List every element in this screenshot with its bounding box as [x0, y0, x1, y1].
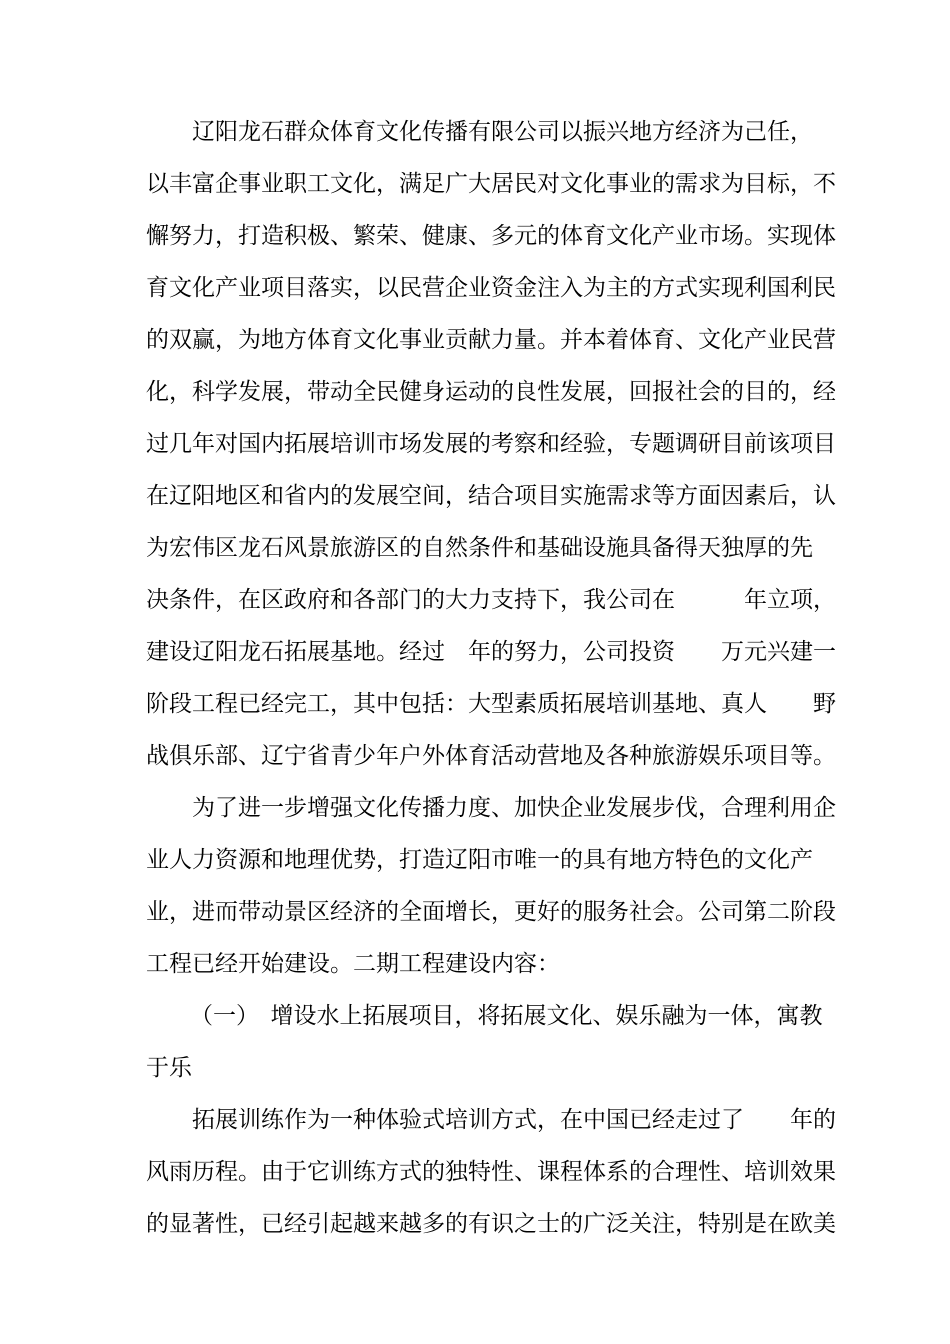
paragraph-2-line-4: 工程已经开始建设。二期工程建设内容： — [146, 951, 560, 977]
paragraph-3-line-3: 的显著性，已经引起越来越多的有识之士的广泛关注，特别是在欧美 — [146, 1211, 836, 1237]
paragraph-1-line-8: 在辽阳地区和省内的发展空间，结合项目实施需求等方面因素后，认 — [146, 483, 836, 509]
paragraph-1-line-9: 为宏伟区龙石风景旅游区的自然条件和基础设施具备得天独厚的先 — [146, 535, 813, 561]
section-heading-line-1: （一） 增设水上拓展项目，将拓展文化、娱乐融为一体，寓教 — [190, 1003, 823, 1029]
paragraph-1-line-10: 决条件，在区政府和各部门的大力支持下，我公司在 年立项， — [146, 587, 836, 613]
paragraph-3-line-1: 拓展训练作为一种体验式培训方式，在中国已经走过了 年的 — [192, 1107, 836, 1133]
paragraph-1-line-12: 阶段工程已经完工，其中包括：大型素质拓展培训基地、真人 野 — [146, 691, 836, 717]
paragraph-1-line-3: 懈努力，打造积极、繁荣、健康、多元的体育文化产业市场。实现体 — [146, 223, 836, 249]
paragraph-1-line-1: 辽阳龙石群众体育文化传播有限公司以振兴地方经济为己任， — [192, 119, 813, 145]
paragraph-1-line-13: 战俱乐部、辽宁省青少年户外体育活动营地及各种旅游娱乐项目等。 — [146, 743, 836, 769]
paragraph-1-line-2: 以丰富企事业职工文化，满足广大居民对文化事业的需求为目标，不 — [146, 171, 836, 197]
section-heading-line-2: 于乐 — [146, 1055, 192, 1081]
paragraph-2-line-1: 为了进一步增强文化传播力度、加快企业发展步伐，合理利用企 — [192, 795, 836, 821]
paragraph-1-line-5: 的双赢，为地方体育文化事业贡献力量。并本着体育、文化产业民营 — [146, 327, 836, 353]
paragraph-2-line-3: 业，进而带动景区经济的全面增长，更好的服务社会。公司第二阶段 — [146, 899, 836, 925]
paragraph-3-line-2: 风雨历程。由于它训练方式的独特性、课程体系的合理性、培训效果 — [146, 1159, 836, 1185]
paragraph-1-line-11: 建设辽阳龙石拓展基地。经过 年的努力，公司投资 万元兴建一 — [146, 639, 836, 665]
paragraph-2-line-2: 业人力资源和地理优势，打造辽阳市唯一的具有地方特色的文化产 — [146, 847, 813, 873]
paragraph-1-line-4: 育文化产业项目落实，以民营企业资金注入为主的方式实现利国利民 — [146, 275, 836, 301]
paragraph-1-line-7: 过几年对国内拓展培训市场发展的考察和经验，专题调研目前该项目 — [146, 431, 836, 457]
paragraph-1-line-6: 化，科学发展，带动全民健身运动的良性发展，回报社会的目的，经 — [146, 379, 836, 405]
